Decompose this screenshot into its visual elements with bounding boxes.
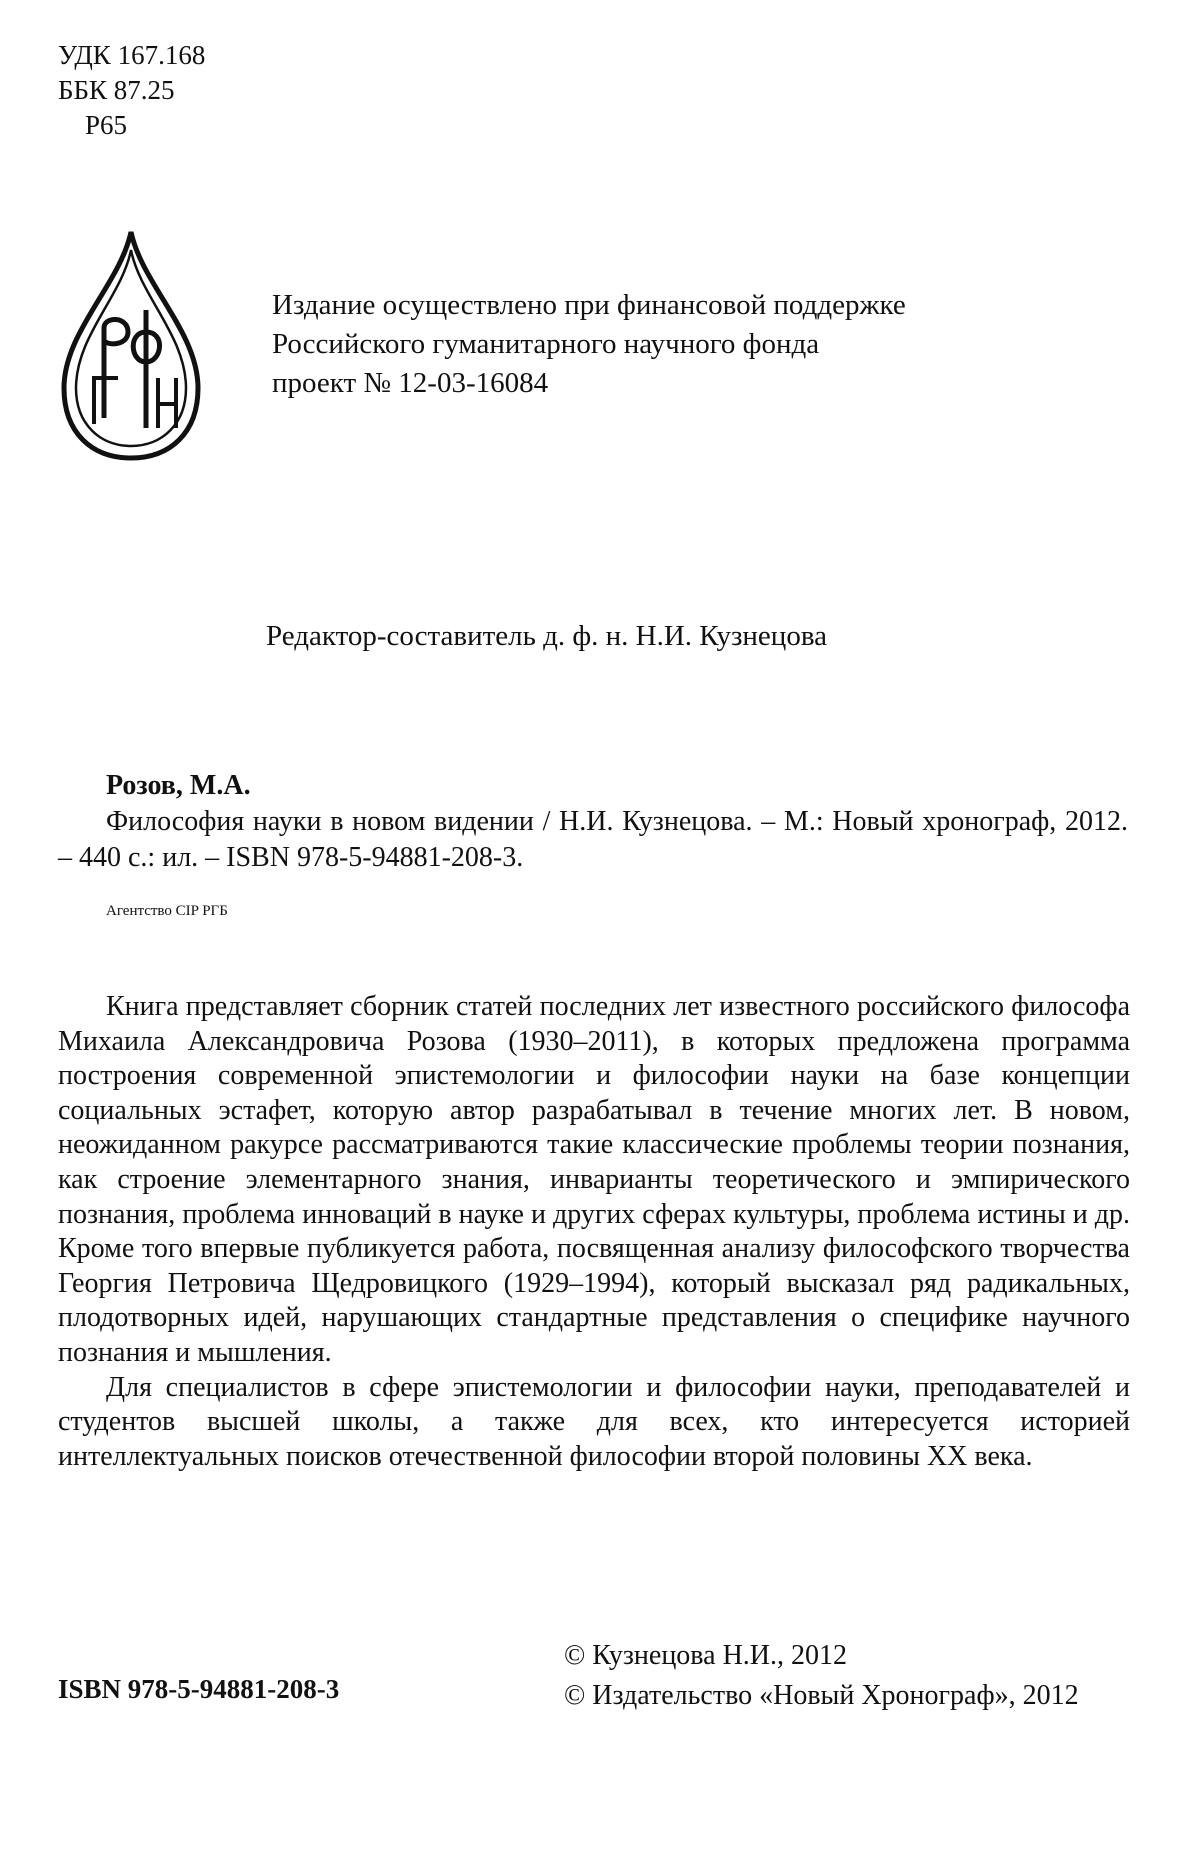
record-entry: Философия науки в новом видении / Н.И. Кузнецова. – М.: Новый хронограф, 2012. – 440 с.: ил. – ISBN 978-5-94881-208-3.	[58, 806, 1128, 873]
bbk-code: ББК 87.25	[58, 75, 175, 105]
abstract-paragraph-2: Для специалистов в сфере эпистемологии и философии науки, преподавателей и студентов высшей школы, а также для всех, кто интересуется историей интеллектуальных поисков отечественной философии второй половины XX века.	[58, 1371, 1130, 1472]
record-author: Розов, М.А.	[106, 770, 251, 801]
copyright-line-2: © Издательство «Новый Хронограф», 2012	[564, 1680, 1079, 1711]
author-mark: Р65	[85, 110, 128, 140]
book-abstract	[58, 990, 1130, 1474]
funding-line-1: Издание осуществлено при финансовой поддержке	[272, 289, 906, 321]
rgnf-flame-logo-icon	[58, 228, 204, 462]
udk-code: УДК 167.168	[58, 40, 206, 70]
bibliographic-record	[58, 768, 1128, 876]
funding-project-number: проект № 12-03-16084	[272, 367, 549, 399]
isbn-number: ISBN 978-5-94881-208-3	[58, 1674, 340, 1704]
copyright-notice	[564, 1636, 1079, 1716]
editor-credit: Редактор-составитель д. ф. н. Н.И. Кузнецова	[266, 620, 827, 652]
abstract-paragraph-1: Книга представляет сборник статей последних лет известного российского философа Михаила Александровича Розова (1930–2011), в которых предложена программа построения современной эпистемологии и философии науки на базе концепции социальных эстафет, которую автор разрабатывал в течение многих лет. В новом, неожиданном ракурсе рассматриваются такие классические проблемы теории познания, как строение элементарного знания, инварианты теоретического и эмпирического познания, проблема инноваций в науке и других сферах культуры, проблема истины и др. Кроме того впервые публикуется работа, посвященная анализу философского творчества Георгия Петровича Щедровицкого (1929–1994), который высказал ряд радикальных, плодотворных идей, нарушающих стандартные представления о специфике научного познания и мышления.	[58, 991, 1130, 1368]
cip-agency: Агентство CIP РГБ	[106, 903, 228, 919]
funding-line-2: Российского гуманитарного научного фонда	[272, 328, 820, 360]
copyright-line-1: © Кузнецова Н.И., 2012	[564, 1640, 848, 1671]
classification-codes	[58, 38, 205, 143]
funding-notice	[272, 286, 906, 403]
